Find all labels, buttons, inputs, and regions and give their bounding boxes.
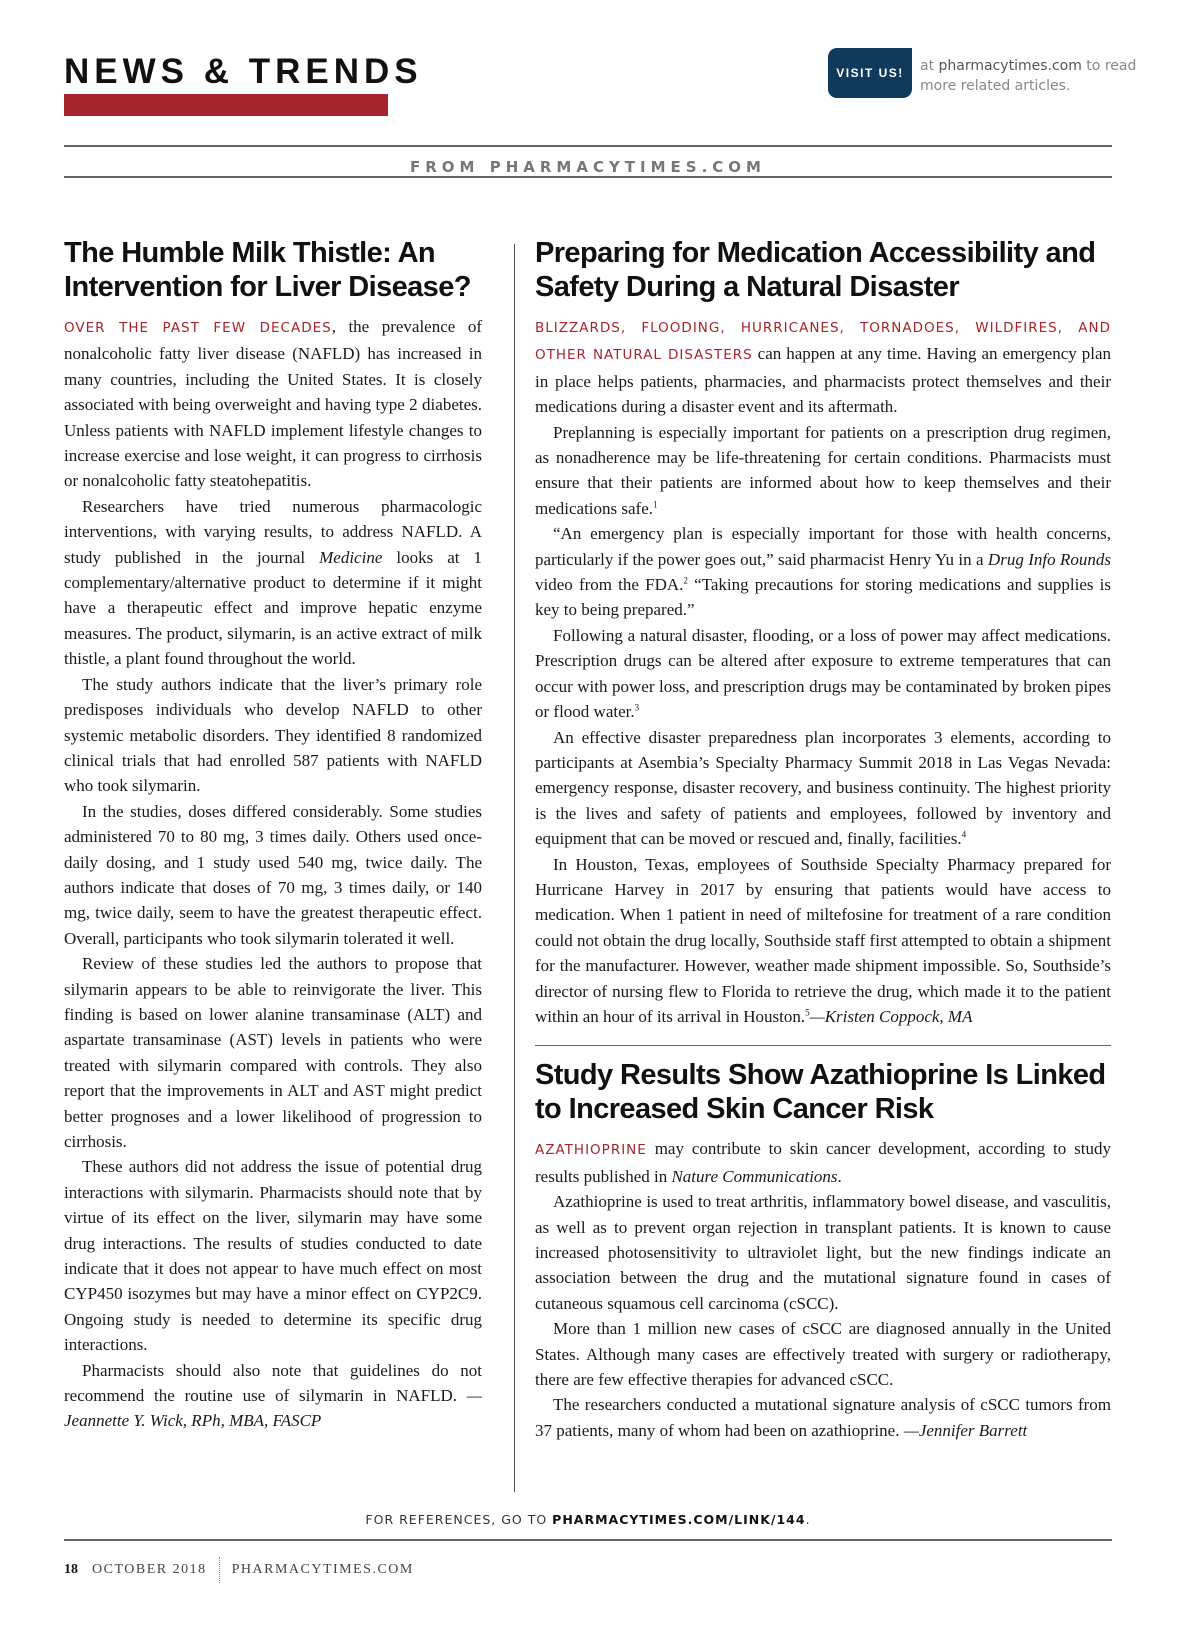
- reference-mark: 4: [961, 829, 967, 840]
- page-number: 18: [64, 1562, 78, 1577]
- column-divider: [514, 244, 515, 1492]
- paragraph: Following a natural disaster, flooding, or a loss of power may affect medications. Prescription drugs can be altered after exposure to extreme temperatures that can occur with power loss, and prescription drugs may be contaminated by broken pipes or flood water.$^3$: [535, 625, 1111, 722]
- reference-mark: 3: [634, 702, 640, 713]
- paragraph: AZATHIOPRINE may contribute to skin cancer development, according to study results published in Nature Communications.: [535, 1139, 1111, 1186]
- paragraph: Preplanning is especially important for patients on a prescription drug regimen, as nonadherence may be life-threatening for certain conditions. Pharmacists must ensure that their patients are informed about how to keep themselves and their medications safe.$^1$: [535, 422, 1111, 518]
- paragraph: Azathioprine is used to treat arthritis, inflammatory bowel disease, and vasculitis, as well as to prevent organ rejection in transplant patients. It is known to cause increased photosensitivity to ultraviolet light, but the new findings indicate an association between the drug and the mutational signature found in cases of cutaneous squamous cell carcinoma (cSCC).: [535, 1192, 1111, 1313]
- byline: —Jeannette Y. Wick, RPh, MBA, FASCP: [64, 1386, 482, 1431]
- footer-rule: [64, 1539, 1112, 1541]
- paragraph: An effective disaster preparedness plan incorporates 3 elements, according to participants at Asembia’s Specialty Pharmacy Summit 2018 in Las Vegas Nevada: emergency response, disaster recovery, and business continuity. The highest priority is the lives and safety of patients and employees, followed by inventory and equipment that can be moved or rescued and, finally, facilities.$^4$: [535, 727, 1111, 849]
- article-headline: Preparing for Medication Accessibility and Safety During a Natural Disaster: [535, 237, 1096, 303]
- lead-in: AZATHIOPRINE: [535, 1142, 647, 1159]
- issue-date: OCTOBER 2018: [92, 1562, 207, 1577]
- reference-mark: 2: [683, 575, 688, 586]
- paragraph: “An emergency plan is especially important for those with health concerns, particularly if the power goes out,” said pharmacist Henry Yu in a Drug Info Rounds video from the FDA.$^2$ “Taking precautions for storing medications and supplies is key to being prepared.”: [535, 524, 1112, 620]
- lead-in: OVER THE PAST FEW DECADES: [64, 320, 332, 336]
- article-milk-thistle: [64, 236, 482, 1434]
- paragraph: The study authors indicate that the liver’s primary role predisposes individuals who develop NAFLD to other systemic metabolic disorders. They identified 8 randomized clinical trials that had enrolled 587 patients with NAFLD who took silymarin.: [64, 674, 482, 796]
- article-body: [535, 1136, 1111, 1443]
- byline: —Jennifer Barrett: [903, 1420, 1028, 1440]
- paragraph: In Houston, Texas, employees of Southside Specialty Pharmacy prepared for Hurricane Harvey in 2017 by ensuring that patients would have access to medication. When 1 patient in need of miltefosine for treatment of a rare condition could not obtain the drug locally, Southside staff first attempted to obtain a shipment for the manufacturer. However, weather made shipment impossible. So, Southside’s director of nursing flew to Florida to retrieve the drug, which made it to the patient within an hour of its arrival in Houston.$^5$—Kristen Coppock, MA: [535, 854, 1111, 1026]
- article-body: [535, 314, 1111, 1029]
- article-headline: The Humble Milk Thistle: An Intervention for Liver Disease?: [64, 237, 471, 303]
- byline: —Kristen Coppock, MA: [809, 1006, 973, 1026]
- references-link[interactable]: PHARMACYTIMES.COM/LINK/144: [552, 1512, 806, 1527]
- article-headline: Study Results Show Azathioprine Is Linked to Increased Skin Cancer Risk: [535, 1059, 1106, 1126]
- header-rule-bottom: [64, 176, 1112, 178]
- paragraph: Review of these studies led the authors to propose that silymarin appears to be able to reinvigorate the liver. This finding is based on lower alanine transaminase (ALT) and aspartate transaminase (AST) levels in patients who were treated with silymarin compared with controls. They also report that the improvements in ALT and AST might predict better prognoses and a lower likelihood of progression to cirrhosis.: [64, 954, 482, 1151]
- visit-prefix: at: [920, 58, 939, 74]
- section-title-bar: [64, 94, 388, 116]
- paragraph: More than 1 million new cases of cSCC are diagnosed annually in the United States. Although many cases are effectively treated with surgery or radiotherapy, there are few effective therapies for advanced cSCC.: [535, 1319, 1111, 1390]
- paragraph: OVER THE PAST FEW DECADES, the prevalence of nonalcoholic fatty liver disease (NAFLD) has increased in many countries, including the United States. It is closely associated with being overweight and having type 2 diabetes. Unless patients with NAFLD implement lifestyle changes to increase exercise and lose weight, it can progress to cirrhosis or nonalcoholic fatty steatohepatitis.: [64, 317, 482, 491]
- right-column: [535, 236, 1111, 1443]
- visit-us-badge[interactable]: VISIT US!: [828, 48, 912, 98]
- visit-suffix: to read more related articles.: [920, 58, 1137, 94]
- reference-mark: 5: [805, 1007, 810, 1018]
- visit-us-text: [920, 56, 1140, 96]
- paragraph: These authors did not address the issue of potential drug interactions with silymarin. Pharmacists should note that by virtue of its effect on the liver, silymarin may have some drug interactions. The results of studies conducted to date indicate that it does not appear to have much effect on most CYP450 isozymes but may have a minor effect on CYP2C9. Ongoing study is needed to determine its specific drug interactions.: [64, 1157, 482, 1355]
- section-title: NEWS & TRENDS: [64, 52, 423, 91]
- article-separator: [535, 1045, 1111, 1046]
- reference-mark: 1: [653, 499, 658, 510]
- references-note: FOR REFERENCES, GO TO PHARMACYTIMES.COM/LINK/144.: [365, 1512, 811, 1527]
- paragraph: In the studies, doses differed considerably. Some studies administered 70 to 80 mg, 3 times daily. Others used once-daily dosing, and 1 study used 540 mg, twice daily. The authors indicate that doses of 70 mg, 3 times daily, or 140 mg, twice daily, seem to have the greatest therapeutic effect. Overall, participants who took silymarin tolerated it well.: [64, 801, 482, 948]
- page-footer: [64, 1557, 414, 1583]
- article-body: [64, 314, 482, 1434]
- header-rule-top: [64, 145, 1112, 147]
- article-azathioprine: [535, 1058, 1111, 1443]
- paragraph: Pharmacists should also note that guidelines do not recommend the routine use of silymarin in NAFLD. —Jeannette Y. Wick, RPh, MBA, FASCP: [64, 1360, 482, 1431]
- visit-site-link[interactable]: pharmacytimes.com: [938, 58, 1082, 74]
- lead-in: BLIZZARDS, FLOODING, HURRICANES, TORNADOES, WILDFIRES, AND OTHER NATURAL DISASTERS: [535, 320, 1111, 364]
- article-disaster: [535, 236, 1111, 1029]
- paragraph: BLIZZARDS, FLOODING, HURRICANES, TORNADOES, WILDFIRES, AND OTHER NATURAL DISASTERS can happen at any time. Having an emergency plan in place helps patients, pharmacies, and pharmacists protect themselves and their medications during a disaster event and its aftermath.: [535, 320, 1111, 417]
- footer-divider: [219, 1557, 220, 1583]
- from-label: FROM PHARMACYTIMES.COM: [410, 158, 766, 176]
- footer-site-link[interactable]: PHARMACYTIMES.COM: [231, 1562, 414, 1577]
- paragraph: The researchers conducted a mutational signature analysis of cSCC tumors from 37 patients, many of whom had been on azathioprine. —Jennifer Barrett: [535, 1395, 1111, 1440]
- paragraph: Researchers have tried numerous pharmacologic interventions, with varying results, to address NAFLD. A study published in the journal Medicine looks at 1 complementary/alternative product to determine if it might have a therapeutic effect and improve hepatic enzyme measures. The product, silymarin, is an active extract of milk thistle, a plant found throughout the world.: [64, 496, 482, 669]
